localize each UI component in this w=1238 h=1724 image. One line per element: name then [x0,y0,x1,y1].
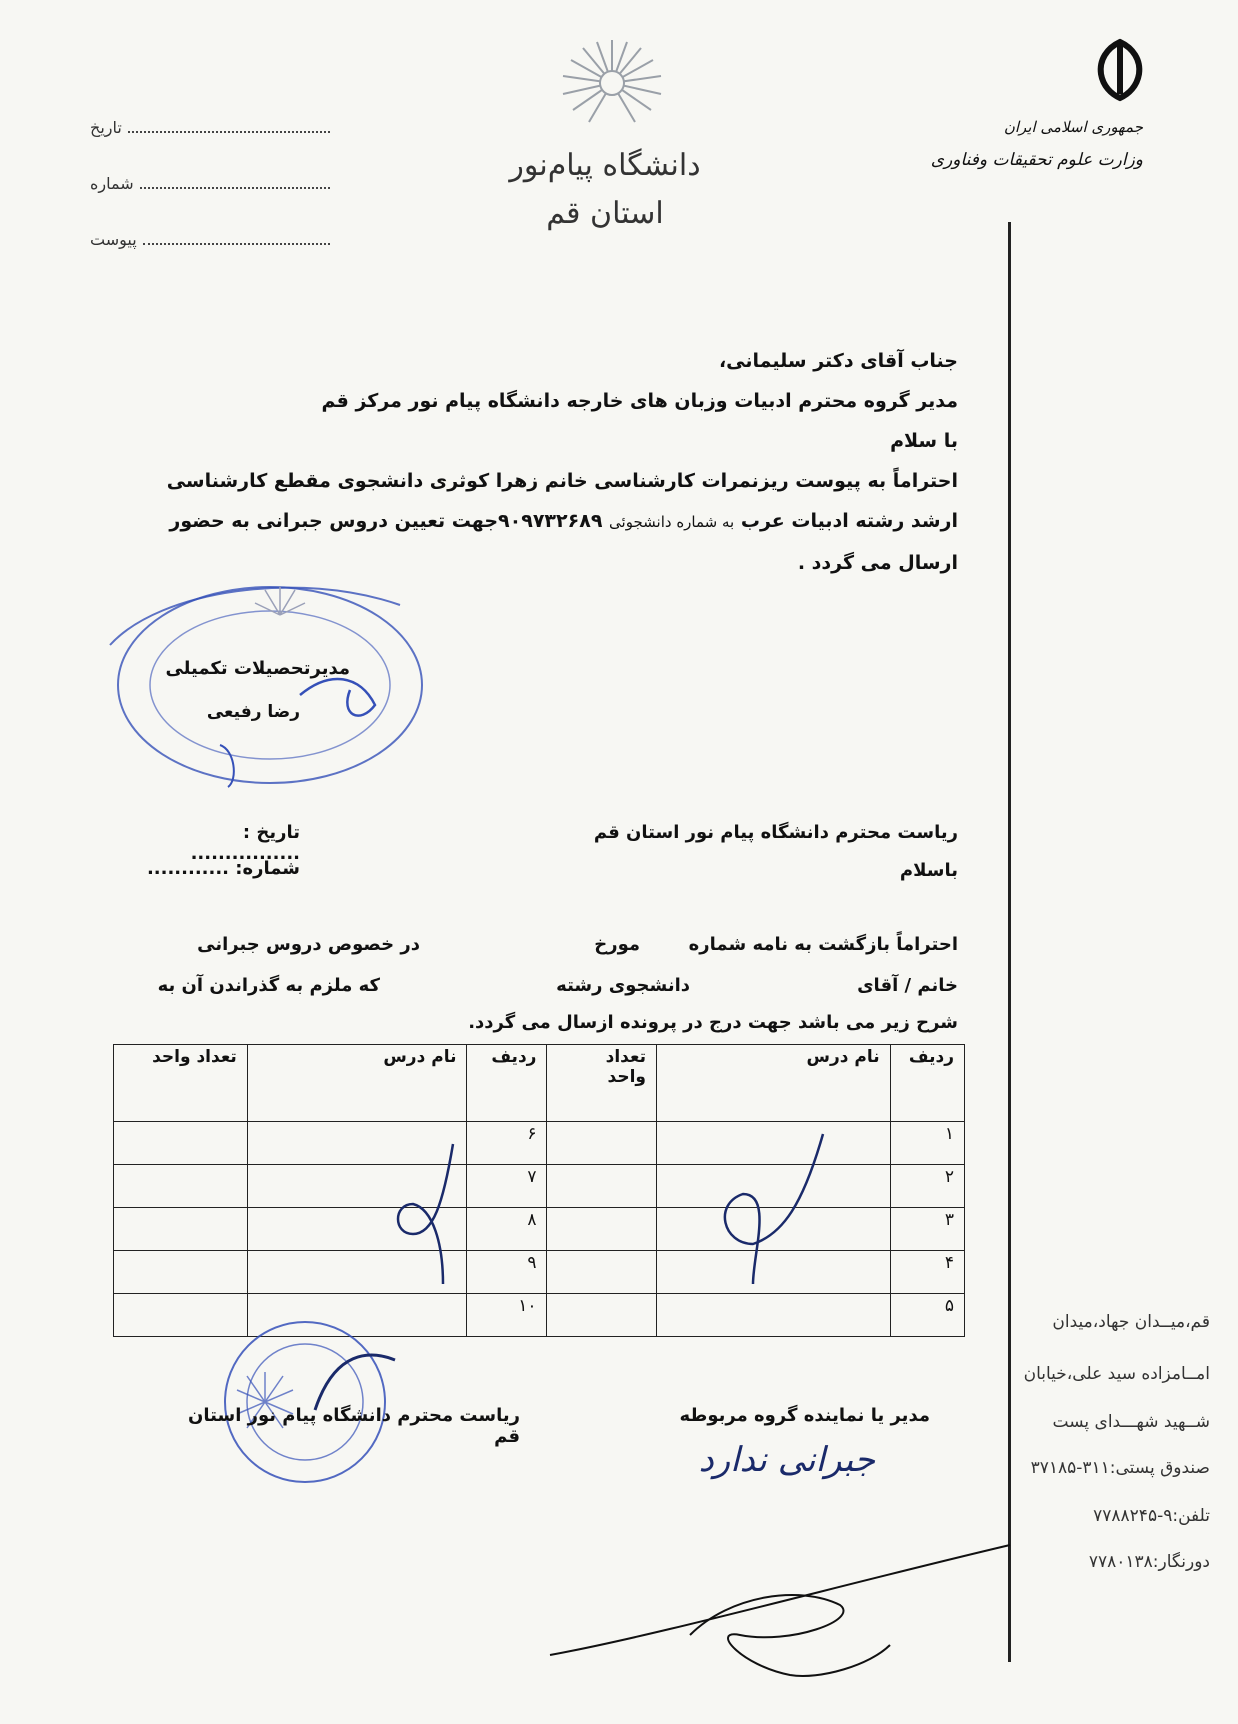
table-row [114,1251,965,1294]
cell-row-number: ۲ [890,1165,964,1208]
cell-row-number: ۳ [890,1208,964,1251]
table-row [114,1122,965,1165]
letter-field: ارشد رشته ادبیات عرب [740,510,958,532]
meta-attachment [90,230,330,249]
cell-row-number: ۵ [890,1294,964,1337]
header-units-b: واحد [607,1067,646,1087]
signature-icon [540,1525,1020,1685]
university-province: استان قم [546,196,664,231]
table-header-row [114,1045,965,1122]
compensatory-courses-table [113,1044,965,1337]
dotted-line [128,131,330,133]
table-row [114,1165,965,1208]
dotted-line [140,187,330,189]
cell-row-number-2: ۱۰ [467,1294,547,1337]
meta-attachment-label: پیوست [90,230,137,249]
cell-course [656,1122,890,1165]
cell-row-number-2: ۹ [467,1251,547,1294]
reply-greeting: باسلام [899,860,958,881]
cell-units [547,1294,657,1337]
table-row [114,1208,965,1251]
cell-course-2 [247,1122,467,1165]
letter-paragraph-line1: احتراماً به پیوست ریزنمرات کارشناسی خانم زهرا کوثری دانشجوی مقطع کارشناسی [166,470,958,492]
cell-row-number-2: ۶ [467,1122,547,1165]
header-course-name-2: نام درس [247,1045,467,1122]
reply-line1-b: مورخ [594,934,640,955]
letter-student-id: ۹۰۹۷۳۲۶۸۹جهت تعیین دروس جبرانی به حضور [169,510,603,532]
cell-course-2 [247,1165,467,1208]
cell-course [656,1251,890,1294]
gov-line1: جمهوری اسلامی ایران [1003,118,1143,136]
letter-salutation: جناب آقای دکتر سلیمانی، [718,350,958,372]
address-line1: قم،میــدان جهاد،میدان [1052,1312,1210,1332]
cell-course [656,1294,890,1337]
letter-student-id-label: به شماره دانشجوئی [609,513,735,531]
cell-units-2 [114,1122,248,1165]
university-name: دانشگاه پیام‌نور [509,148,701,183]
letter-paragraph-line3: ارسال می گردد . [797,552,958,574]
meta-number [90,174,330,193]
address-line2: امــامزاده سید علی،خیابان [1023,1364,1210,1384]
cell-row-number: ۴ [890,1251,964,1294]
cell-course-2 [247,1208,467,1251]
address-line3: شــهید شهـــدای پست [1052,1412,1210,1432]
reply-line2-a: خانم / آقای [857,975,958,996]
reply-line3: شرح زیر می باشد جهت درج در پرونده ازسال می گردد. [468,1012,958,1033]
reply-line2-c: که ملزم به گذراندن آن به [157,975,380,996]
reply-addressee: ریاست محترم دانشگاه پیام نور استان قم [593,822,958,843]
header-units [547,1045,657,1122]
header-units-a: تعداد [605,1047,646,1067]
cell-units [547,1208,657,1251]
cell-units [547,1165,657,1208]
cell-row-number-2: ۸ [467,1208,547,1251]
ministry-name: وزارت علوم تحقیقات وفناوری [930,150,1143,170]
header-row-number: ردیف [890,1045,964,1122]
signature-left-title: ریاست محترم دانشگاه پیام نور استان قم [188,1405,520,1447]
graduate-studies-stamp-icon [100,575,430,790]
address-fax: دورنگار:۷۷۸۰۱۳۸ [1088,1552,1210,1572]
iran-emblem-icon [1085,36,1155,106]
payame-noor-logo-icon [557,38,667,128]
reply-date: تاریخ : ................ [190,822,300,864]
cell-row-number-2: ۷ [467,1165,547,1208]
letter-greeting: با سلام [890,430,958,452]
cell-course [656,1208,890,1251]
reply-line2-b: دانشجوی رشته [556,975,690,996]
meta-date [90,118,330,137]
dotted-line [143,243,330,245]
cell-units-2 [114,1208,248,1251]
letter-recipient: مدیر گروه محترم ادبیات وزبان های خارجه دانشگاه پیام نور مرکز قم [321,390,958,412]
reply-line1-a: احتراماً بازگشت به نامه شماره [688,934,958,955]
letter-paragraph-line2 [98,510,958,532]
stamp-title: مدیرتحصیلات تکمیلی [165,658,350,679]
reply-line1-c: در خصوص دروس جبرانی [197,934,420,955]
header-units-2: تعداد واحد [114,1045,248,1122]
signature-right-title: مدیر یا نماینده گروه مربوطه [679,1405,930,1426]
header-row-number-2: ردیف [467,1045,547,1122]
cell-units [547,1251,657,1294]
university-stamp-icon [205,1310,405,1490]
address-postal-box: صندوق پستی:۳۱۱-۳۷۱۸۵ [1030,1458,1210,1478]
header-course-name: نام درس [656,1045,890,1122]
cell-units [547,1122,657,1165]
reply-number: شماره: ............ [146,858,300,879]
meta-number-label: شماره [90,174,134,193]
cell-row-number: ۱ [890,1122,964,1165]
margin-divider [1008,222,1011,1662]
cell-course-2 [247,1251,467,1294]
meta-date-label: تاریخ [90,118,122,137]
stamp-name: رضا رفیعی [206,702,300,722]
handwritten-note: جبرانی ندارد [698,1440,875,1480]
cell-units-2 [114,1251,248,1294]
cell-course [656,1165,890,1208]
address-phone: تلفن:۹-۷۷۸۸۲۴۵ [1093,1506,1210,1526]
cell-units-2 [114,1165,248,1208]
